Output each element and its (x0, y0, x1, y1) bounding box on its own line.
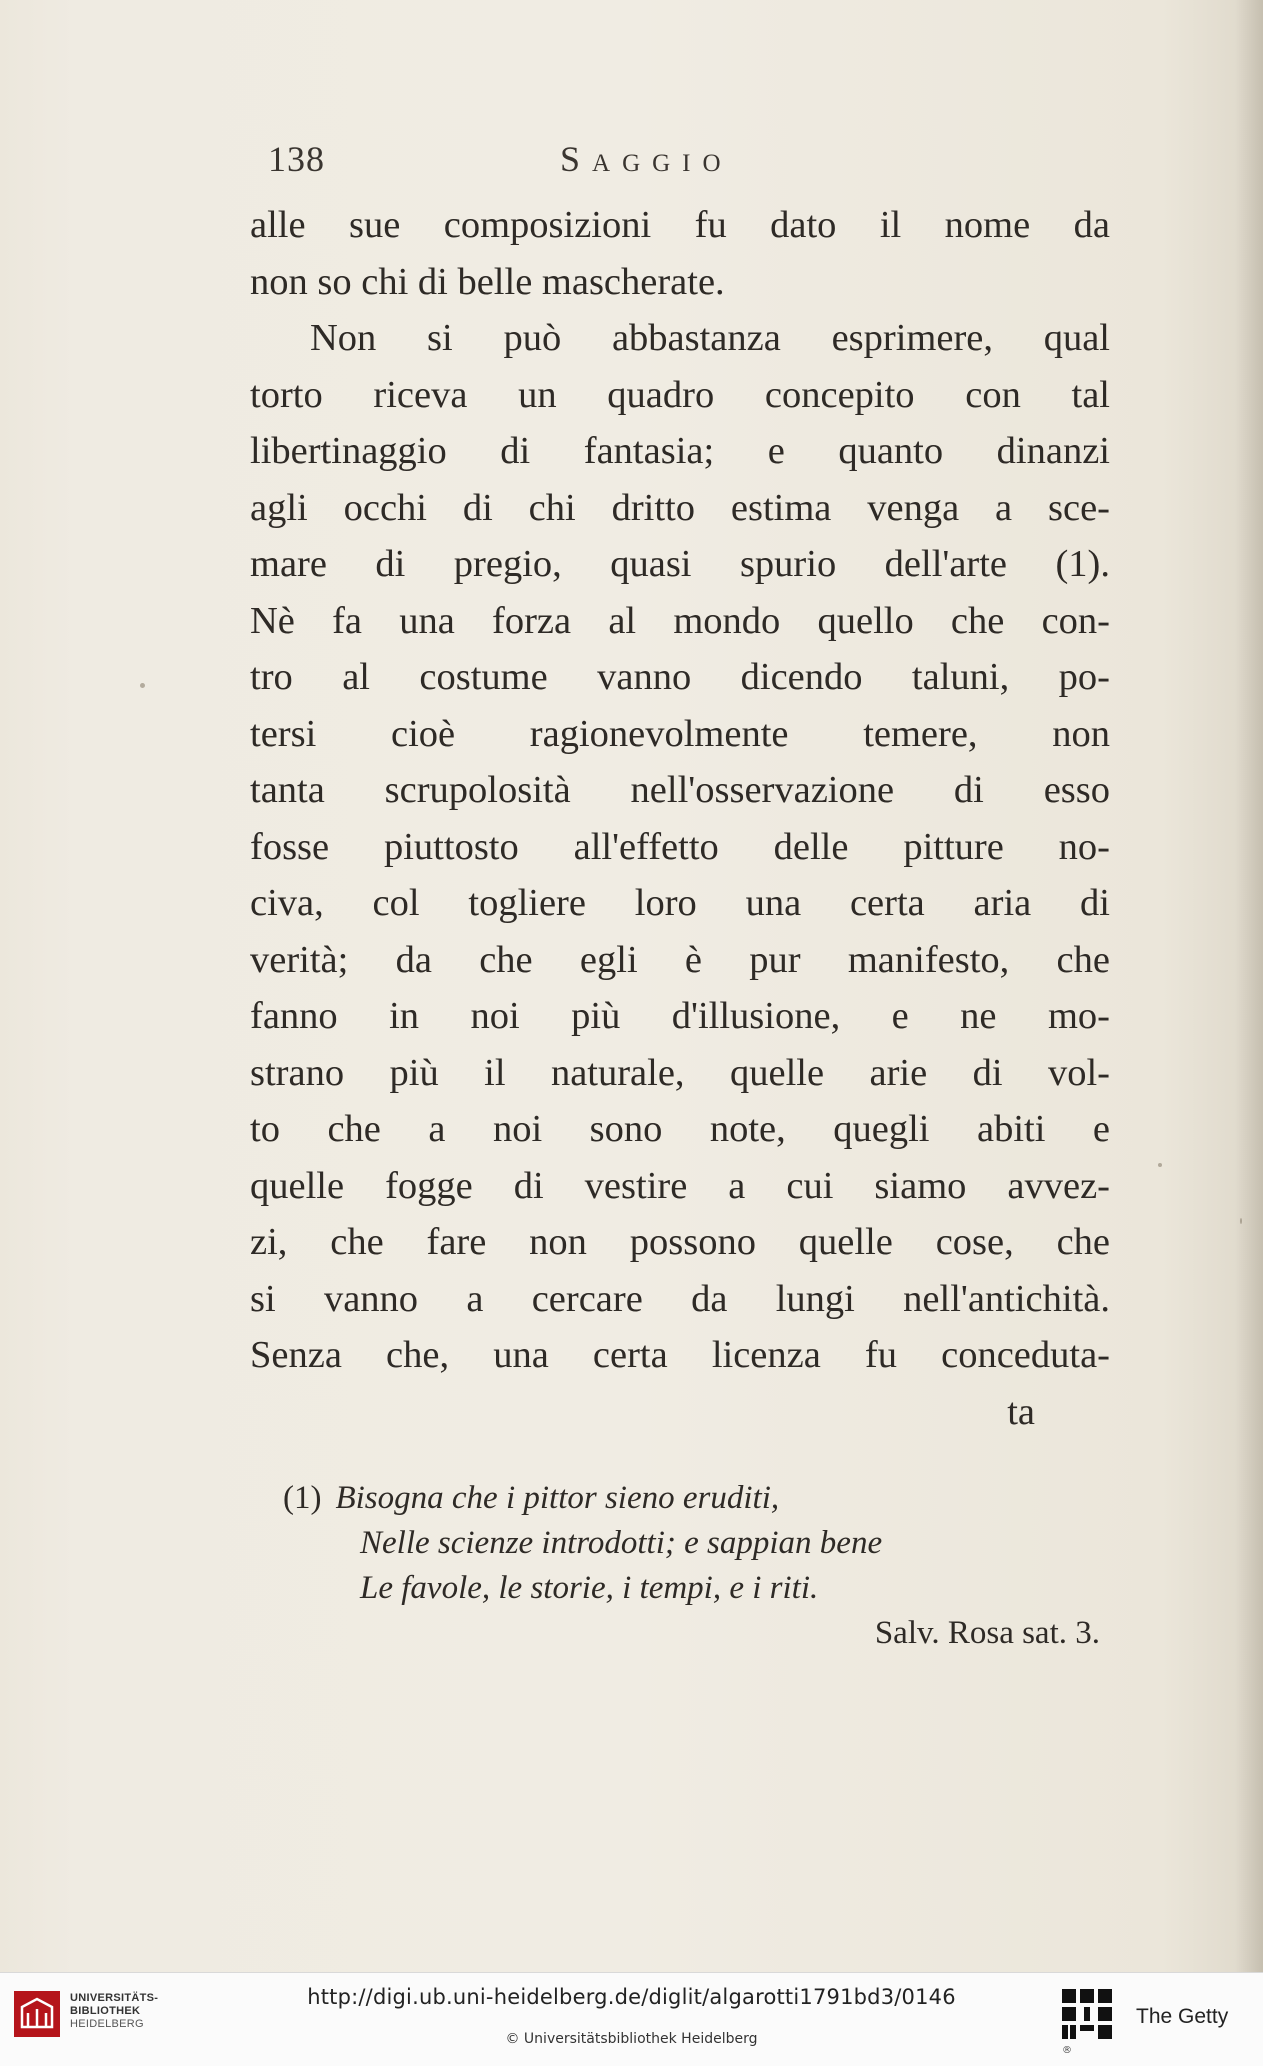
paper-speck (1158, 1163, 1162, 1167)
text-line: verità; da che egli è pur manifesto, che (250, 938, 1110, 981)
paper-speck (140, 683, 145, 688)
getty-logo-icon (1060, 1987, 1114, 2047)
text-line: non so chi di belle mascherate. (250, 260, 725, 303)
text-line: agli occhi di chi dritto estima venga a sce- (250, 486, 1110, 529)
footnote-line (250, 1521, 1110, 1566)
text-line: Senza che, una certa licenza fu conceduta- (250, 1334, 1110, 1376)
page-number: 138 (268, 139, 325, 179)
text-line: Nè fa una forza al mondo quello che con- (250, 599, 1110, 642)
footnote-verse: Bisogna che i pittor sieno eruditi, (335, 1480, 780, 1516)
library-name-line: BIBLIOTHEK (70, 2005, 141, 2017)
footnote (250, 1476, 1110, 1656)
text-line: alle sue composizioni fu dato il nome da (250, 204, 1110, 246)
text-line: si vanno a cercare da lungi nell'antichità. (250, 1277, 1110, 1320)
registered-mark: ® (1062, 2045, 1072, 2056)
paper-speck (1240, 1218, 1242, 1224)
footnote-line (250, 1476, 1110, 1521)
running-title: Saggio (560, 139, 733, 179)
footnote-source: Salv. Rosa sat. 3. (874, 1615, 1100, 1651)
partner-name: The Getty (1136, 2005, 1229, 2028)
library-name-line: UNIVERSITÄTS- (70, 1992, 159, 2004)
copyright-notice: © Universitätsbibliothek Heidelberg (505, 2031, 758, 2047)
text-line: strano più il naturale, quelle arie di vol- (250, 1051, 1110, 1094)
library-name-line: HEIDELBERG (70, 2018, 144, 2030)
text-line: Non si può abbastanza esprimere, qual (310, 317, 1110, 359)
text-line: quelle fogge di vestire a cui siamo avvez- (250, 1164, 1110, 1207)
text-line: mare di pregio, quasi spurio dell'arte (1). (250, 543, 1110, 585)
viewer-footer (0, 1972, 1263, 2066)
body-text (250, 197, 1110, 1440)
footnote-verse: Le favole, le storie, i tempi, e i riti. (360, 1570, 819, 1606)
text-line: zi, che fare non possono quelle cose, che (250, 1221, 1110, 1263)
text-line: civa, col togliere loro una certa aria di (250, 882, 1110, 924)
page-header (0, 138, 1263, 188)
text-line: fanno in noi più d'illusione, e ne mo- (250, 995, 1110, 1037)
text-line: libertinaggio di fantasia; e quanto dinanzi (250, 430, 1110, 472)
text-line: tanta scrupolosità nell'osservazione di esso (250, 769, 1110, 811)
footnote-marker: (1) (283, 1480, 322, 1516)
text-line: tersi cioè ragionevolmente temere, non (250, 712, 1110, 755)
catchword: ta (1007, 1390, 1035, 1433)
text-line: torto riceva un quadro concepito con tal (250, 373, 1110, 416)
permalink-url[interactable]: http://digi.ub.uni-heidelberg.de/diglit/algarotti1791bd3/0146 (307, 1985, 956, 2009)
footnote-line (250, 1566, 1110, 1611)
footnote-verse: Nelle scienze introdotti; e sappian bene (360, 1525, 883, 1561)
text-line: tro al costume vanno dicendo taluni, po- (250, 656, 1110, 698)
page-edge-shadow (1235, 0, 1263, 1972)
text-line: to che a noi sono note, quegli abiti e (250, 1108, 1110, 1150)
text-line: fosse piuttosto all'effetto delle pitture no- (250, 825, 1110, 868)
